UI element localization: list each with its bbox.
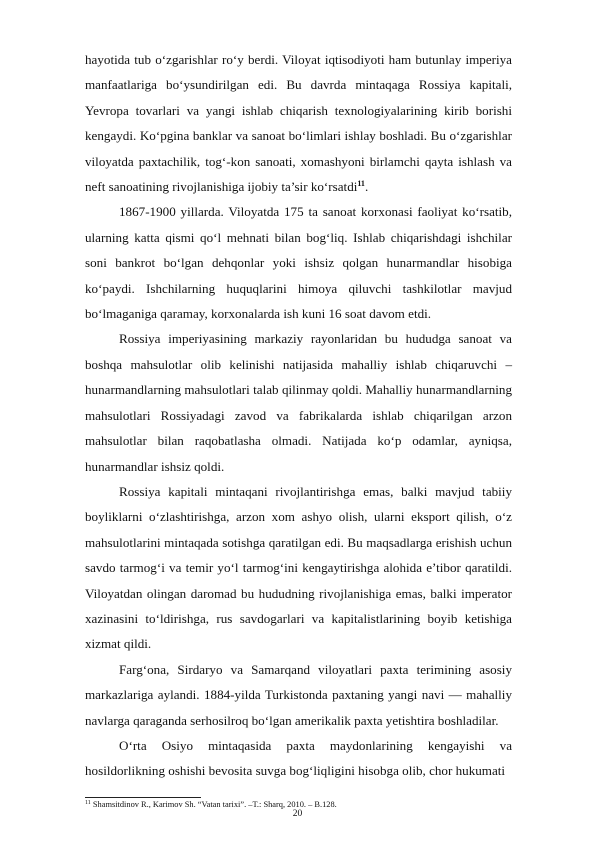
footnote-reference[interactable]: 11 (357, 179, 365, 189)
paragraph-1-text: hayotida tub o‘zgarishlar ro‘y berdi. Viloyat iqtisodiyoti ham butunlay imperiya manfaatlariga bo‘ysundirilgan edi. Bu davrda mintaqaga Rossiya kapitali, Yevropa tovarlari va yangi ishlab chiqarish texnologiyalarining kirib borishi kengaydi. Ko‘pgina banklar va sanoat bo‘limlari ishlay boshladi. Bu o‘zgarishlar viloyatda paxtachilik, tog‘-kon sanoati, xomashyoni birlamchi qayta ishlash va neft sanoatining rivojlanishiga ijobiy ta’sir ko‘rsatdi (85, 52, 512, 195)
paragraph-6: O‘rta Osiyo mintaqasida paxta maydonlarining kengayishi va hosildorlikning oshishi bevosita suvga bog‘liqligini hisobga olib, chor hukumati (85, 737, 512, 779)
footnote-divider (85, 797, 201, 798)
paragraph-1-end: . (364, 179, 369, 195)
paragraph-4: Rossiya kapitali mintaqani rivojlantirishga emas, balki mavjud tabiiy boyliklarni o‘zlashtirishga, arzon xom ashyo olish, ularni eksport qilish, o‘z mahsulotlarini mintaqada sotishga qaratilgan edi. Bu maqsadlarga erishish uchun savdo tarmog‘i va temir yo‘l tarmog‘ini kengaytirishga alohida e’tibor qaratildi. Viloyatdan olingan daromad bu hududning rivojlanishiga emas, balki imperator xazinasini to‘ldirishga, rus savdogarlari va kapitalistlarining boyib ketishiga xizmat qildi. (85, 483, 512, 652)
paragraph-5: Farg‘ona, Sirdaryo va Samarqand viloyatlari paxta terimining asosiy markazlariga aylandi. 1884-yilda Turkistonda paxtaning yangi navi — mahalliy navlarga qaraganda serhosilroq bo‘lgan amerikalik paxta yetishtira boshladilar. (85, 661, 512, 728)
paragraph-1 (85, 47, 512, 199)
paragraph-3: Rossiya imperiyasining markaziy rayonlaridan bu hududga sanoat va boshqa mahsulotlar olib kelinishi natijasida mahalliy ishlab chiqaruvchi – hunarmandlarning mahsulotlari talab qilinmay qoldi. Mahalliy hunarmandlarning mahsulotlari Rossiyadagi zavod va fabrikalarda ishlab chiqarilgan arzon mahsulotlar bilan raqobatlasha olmadi. Natijada ko‘p odamlar, ayniqsa, hunarmandlar ishsiz qoldi. (85, 331, 512, 474)
footnote-text: Shamsitdinov R., Karimov Sh. “Vatan tarixi”. –T.: Sharq, 2010. – B.128. (92, 800, 337, 809)
page-number: 20 (292, 809, 303, 819)
page-body (85, 47, 512, 784)
footnote-number: 11 (85, 800, 91, 806)
paragraph-2: 1867-1900 yillarda. Viloyatda 175 ta sanoat korxonasi faoliyat ko‘rsatib, ularning katta qismi qo‘l mehnati bilan bog‘liq. Ishlab chiqarishdagi ishchilar soni bankrot bo‘lgan dehqonlar yoki ishsiz qolgan hunarmandlar hisobiga ko‘paydi. Ishchilarning huquqlarini himoya qiluvchi tashkilotlar mavjud bo‘lmaganiga qaramay, korxonalarda ish kuni 16 soat davom etdi. (85, 204, 512, 322)
